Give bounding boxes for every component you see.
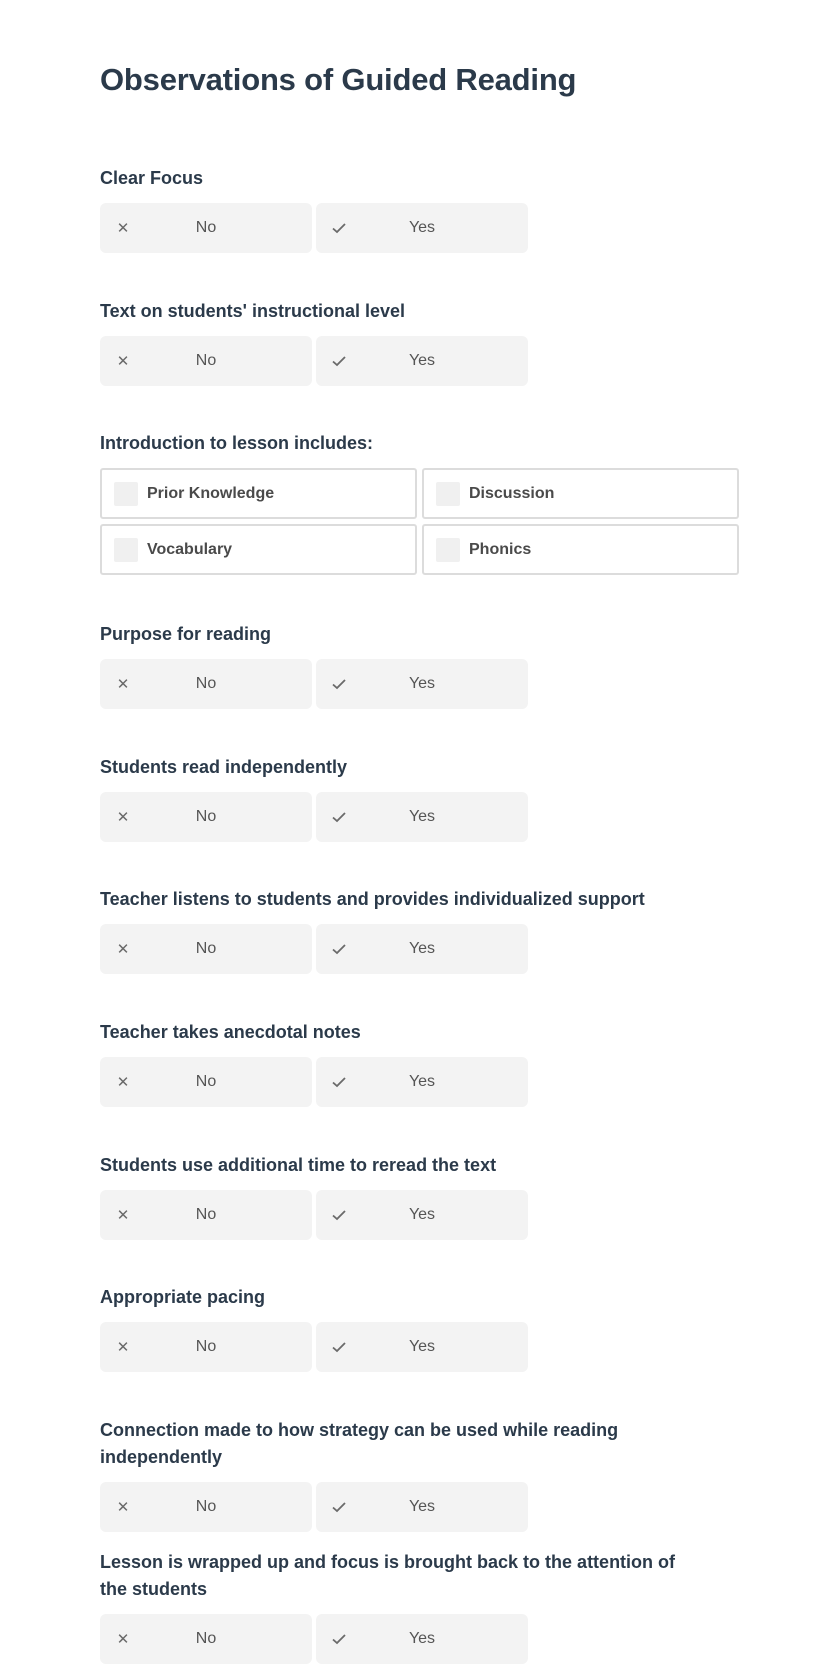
yes-button[interactable] xyxy=(316,1322,528,1372)
yes-label: Yes xyxy=(408,1338,436,1355)
no-label: No xyxy=(195,1206,217,1223)
no-button[interactable] xyxy=(100,1322,312,1372)
yes-label: Yes xyxy=(408,940,436,957)
checkmark-icon xyxy=(330,1322,348,1372)
yes-button[interactable] xyxy=(316,1057,528,1107)
question-label: Students read independently xyxy=(100,757,348,777)
yes-label: Yes xyxy=(408,675,436,692)
checkbox-label: Prior Knowledge xyxy=(147,484,275,502)
no-label: No xyxy=(195,1498,217,1515)
close-icon: ✕ xyxy=(116,809,130,826)
yes-label: Yes xyxy=(408,1498,436,1515)
yes-button[interactable] xyxy=(316,659,528,709)
question-purpose xyxy=(100,621,740,709)
checkmark-icon xyxy=(330,924,348,974)
no-label: No xyxy=(195,808,217,825)
yes-no-group xyxy=(100,203,740,253)
no-label: No xyxy=(195,352,217,369)
question-teacher-listens xyxy=(100,886,740,974)
no-button[interactable] xyxy=(100,1614,312,1664)
close-icon: ✕ xyxy=(116,1631,130,1648)
yes-button[interactable] xyxy=(316,1482,528,1532)
yes-label: Yes xyxy=(408,1206,436,1223)
checkmark-icon xyxy=(330,203,348,253)
question-label: Teacher takes anecdotal notes xyxy=(100,1022,361,1042)
checkbox-empty[interactable] xyxy=(114,482,138,506)
checkmark-icon xyxy=(330,1057,348,1107)
checkbox-group xyxy=(100,468,740,575)
checkmark-icon xyxy=(330,1614,348,1664)
no-button[interactable] xyxy=(100,1057,312,1107)
question-pacing xyxy=(100,1284,740,1372)
question-label: Text on students' instructional level xyxy=(100,301,405,321)
no-button[interactable] xyxy=(100,336,312,386)
yes-no-group xyxy=(100,1190,740,1240)
checkmark-icon xyxy=(330,792,348,842)
close-icon: ✕ xyxy=(116,1074,130,1091)
yes-label: Yes xyxy=(408,352,436,369)
checkbox-empty[interactable] xyxy=(436,538,460,562)
close-icon: ✕ xyxy=(116,1499,130,1516)
yes-label: Yes xyxy=(408,1630,436,1647)
checkbox-empty[interactable] xyxy=(114,538,138,562)
yes-button[interactable] xyxy=(316,924,528,974)
question-label: Introduction to lesson includes: xyxy=(100,433,374,453)
yes-label: Yes xyxy=(408,1073,436,1090)
yes-button[interactable] xyxy=(316,1190,528,1240)
yes-label: Yes xyxy=(408,808,436,825)
yes-no-group xyxy=(100,659,740,709)
checkbox-discussion[interactable] xyxy=(422,468,739,519)
question-connection-strategy xyxy=(100,1417,740,1532)
question-reread-text xyxy=(100,1152,740,1240)
checkbox-label: Discussion xyxy=(469,484,555,502)
yes-no-group xyxy=(100,1322,740,1372)
close-icon: ✕ xyxy=(116,1339,130,1356)
yes-button[interactable] xyxy=(316,1614,528,1664)
no-button[interactable] xyxy=(100,1482,312,1532)
question-introduction xyxy=(100,430,740,575)
yes-button[interactable] xyxy=(316,203,528,253)
checkbox-phonics[interactable] xyxy=(422,524,739,575)
no-label: No xyxy=(195,219,217,236)
checkmark-icon xyxy=(330,659,348,709)
checkmark-icon xyxy=(330,1190,348,1240)
no-label: No xyxy=(195,940,217,957)
close-icon: ✕ xyxy=(116,676,130,693)
yes-button[interactable] xyxy=(316,336,528,386)
yes-no-group xyxy=(100,1057,740,1107)
no-label: No xyxy=(195,1630,217,1647)
question-label: Connection made to how strategy can be used while reading independently xyxy=(100,1420,619,1467)
yes-label: Yes xyxy=(408,219,436,236)
no-button[interactable] xyxy=(100,659,312,709)
question-label: Purpose for reading xyxy=(100,624,272,644)
checkbox-label: Phonics xyxy=(469,540,532,558)
close-icon: ✕ xyxy=(116,220,130,237)
checkbox-empty[interactable] xyxy=(436,482,460,506)
yes-no-group xyxy=(100,1614,700,1664)
question-label: Clear Focus xyxy=(100,168,204,188)
yes-no-group xyxy=(100,792,740,842)
close-icon: ✕ xyxy=(116,353,130,370)
yes-no-group xyxy=(100,336,740,386)
checkmark-icon xyxy=(330,336,348,386)
question-label: Appropriate pacing xyxy=(100,1287,266,1307)
question-read-independently xyxy=(100,754,740,842)
page-title: Observations of Guided Reading xyxy=(100,62,577,97)
question-lesson-wrapped-up xyxy=(100,1549,700,1664)
question-instructional-level xyxy=(100,298,740,386)
no-button[interactable] xyxy=(100,1190,312,1240)
yes-no-group xyxy=(100,1482,740,1532)
checkbox-label: Vocabulary xyxy=(147,540,233,558)
question-label: Teacher listens to students and provides individualized support xyxy=(100,889,645,909)
no-label: No xyxy=(195,1073,217,1090)
no-button[interactable] xyxy=(100,203,312,253)
no-label: No xyxy=(195,675,217,692)
checkbox-vocabulary[interactable] xyxy=(100,524,417,575)
yes-no-group xyxy=(100,924,740,974)
close-icon: ✕ xyxy=(116,941,130,958)
question-anecdotal-notes xyxy=(100,1019,740,1107)
no-button[interactable] xyxy=(100,792,312,842)
checkbox-prior-knowledge[interactable] xyxy=(100,468,417,519)
close-icon: ✕ xyxy=(116,1207,130,1224)
question-label: Students use additional time to reread the text xyxy=(100,1155,497,1175)
checkmark-icon xyxy=(330,1482,348,1532)
no-button[interactable] xyxy=(100,924,312,974)
yes-button[interactable] xyxy=(316,792,528,842)
question-clear-focus xyxy=(100,165,740,253)
no-label: No xyxy=(195,1338,217,1355)
question-label: Lesson is wrapped up and focus is brought back to the attention of the students xyxy=(100,1552,676,1599)
